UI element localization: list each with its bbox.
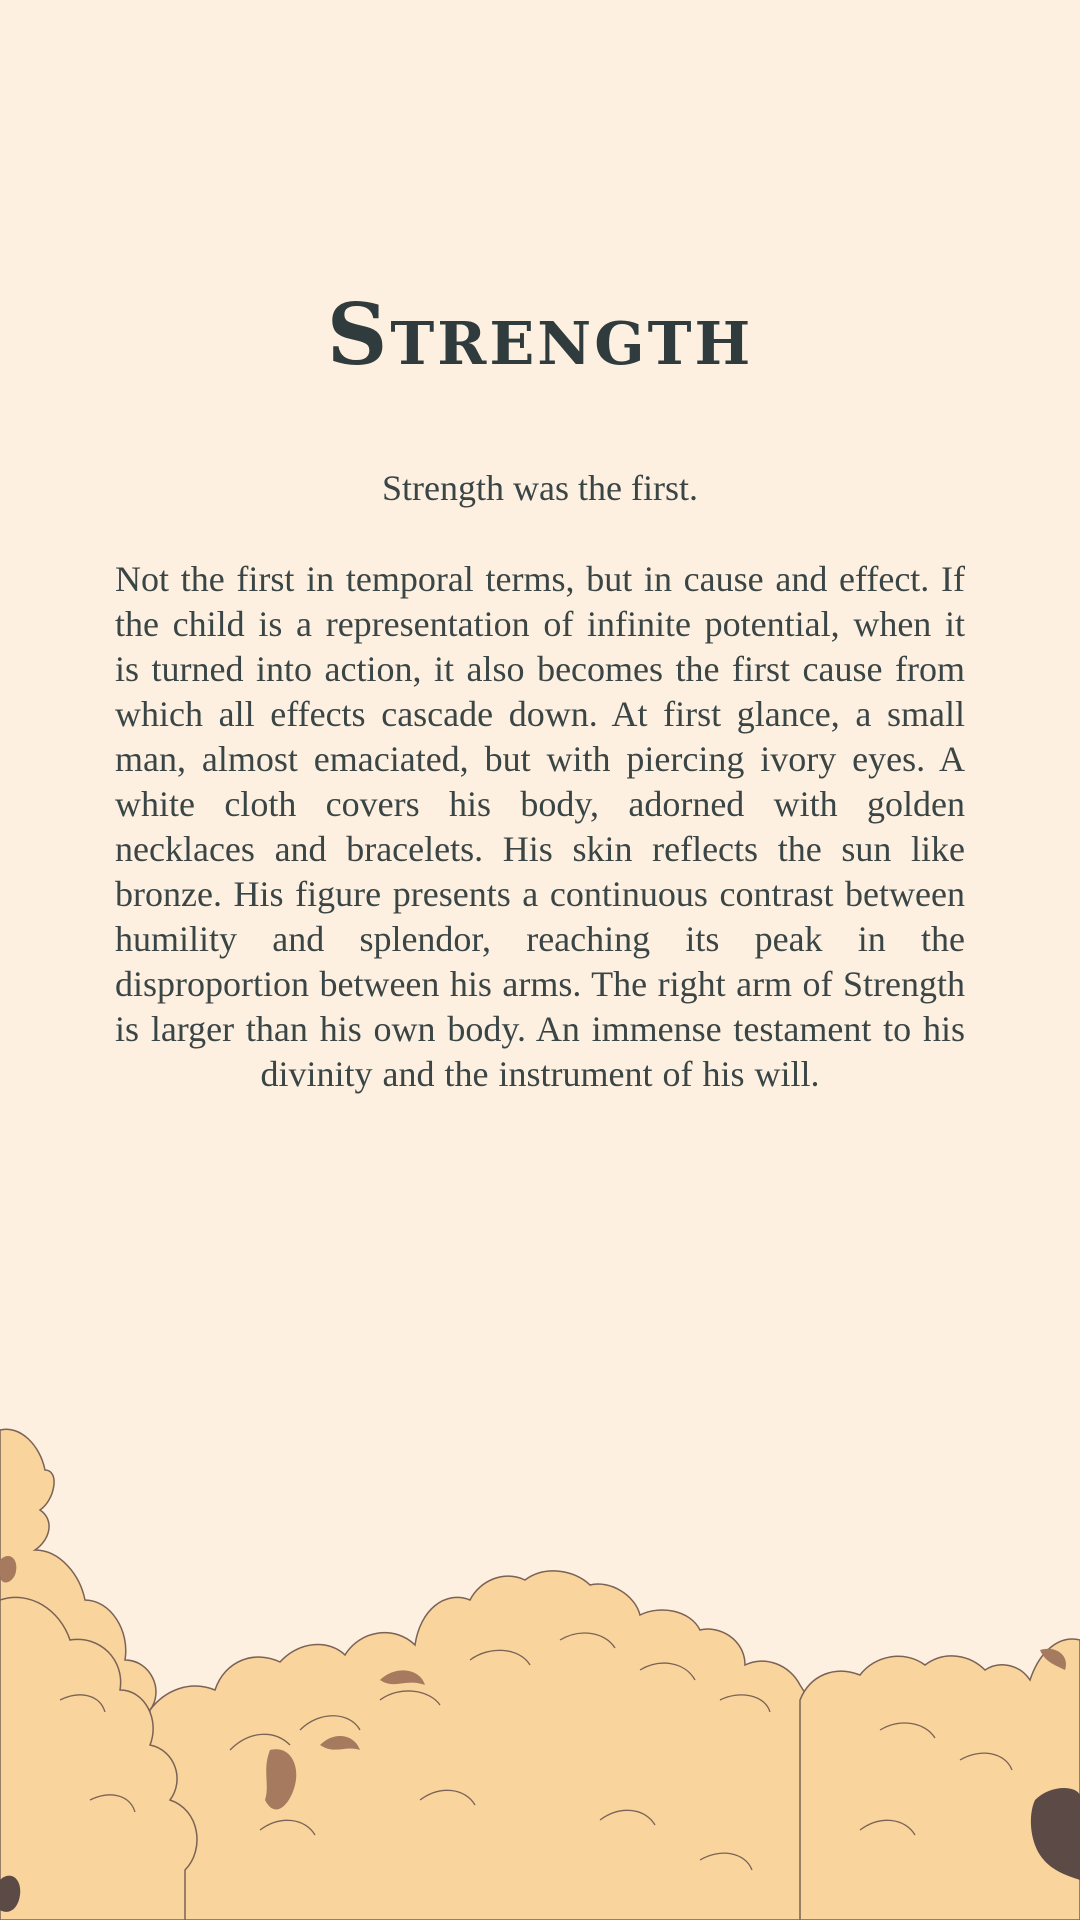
body-paragraph: Not the first in temporal terms, but in cause and effect. If the child is a representation of infinite potential, when it is turned into action, it also becomes the first cause from which all effects cascade down. At first glance, a small man, almost emaciated, but with piercing ivory eyes. A white cloth covers his body, adorned with golden necklaces and bracelets. His skin reflects the sun like bronze. His figure presents a continuous contrast between humility and splendor, reaching its peak in the disproportion between his arms. The right arm of Strength is larger than his own body. An immense testament to his divinity and the instrument of his will. (115, 559, 965, 1094)
lead-sentence: Strength was the first. (382, 468, 698, 508)
cloud-illustration (0, 1400, 1080, 1920)
chapter-title: Strength (326, 285, 754, 384)
cloud-bottom-left (0, 1597, 197, 1920)
cloud-center (150, 1571, 820, 1920)
cloud-right (800, 1639, 1080, 1920)
